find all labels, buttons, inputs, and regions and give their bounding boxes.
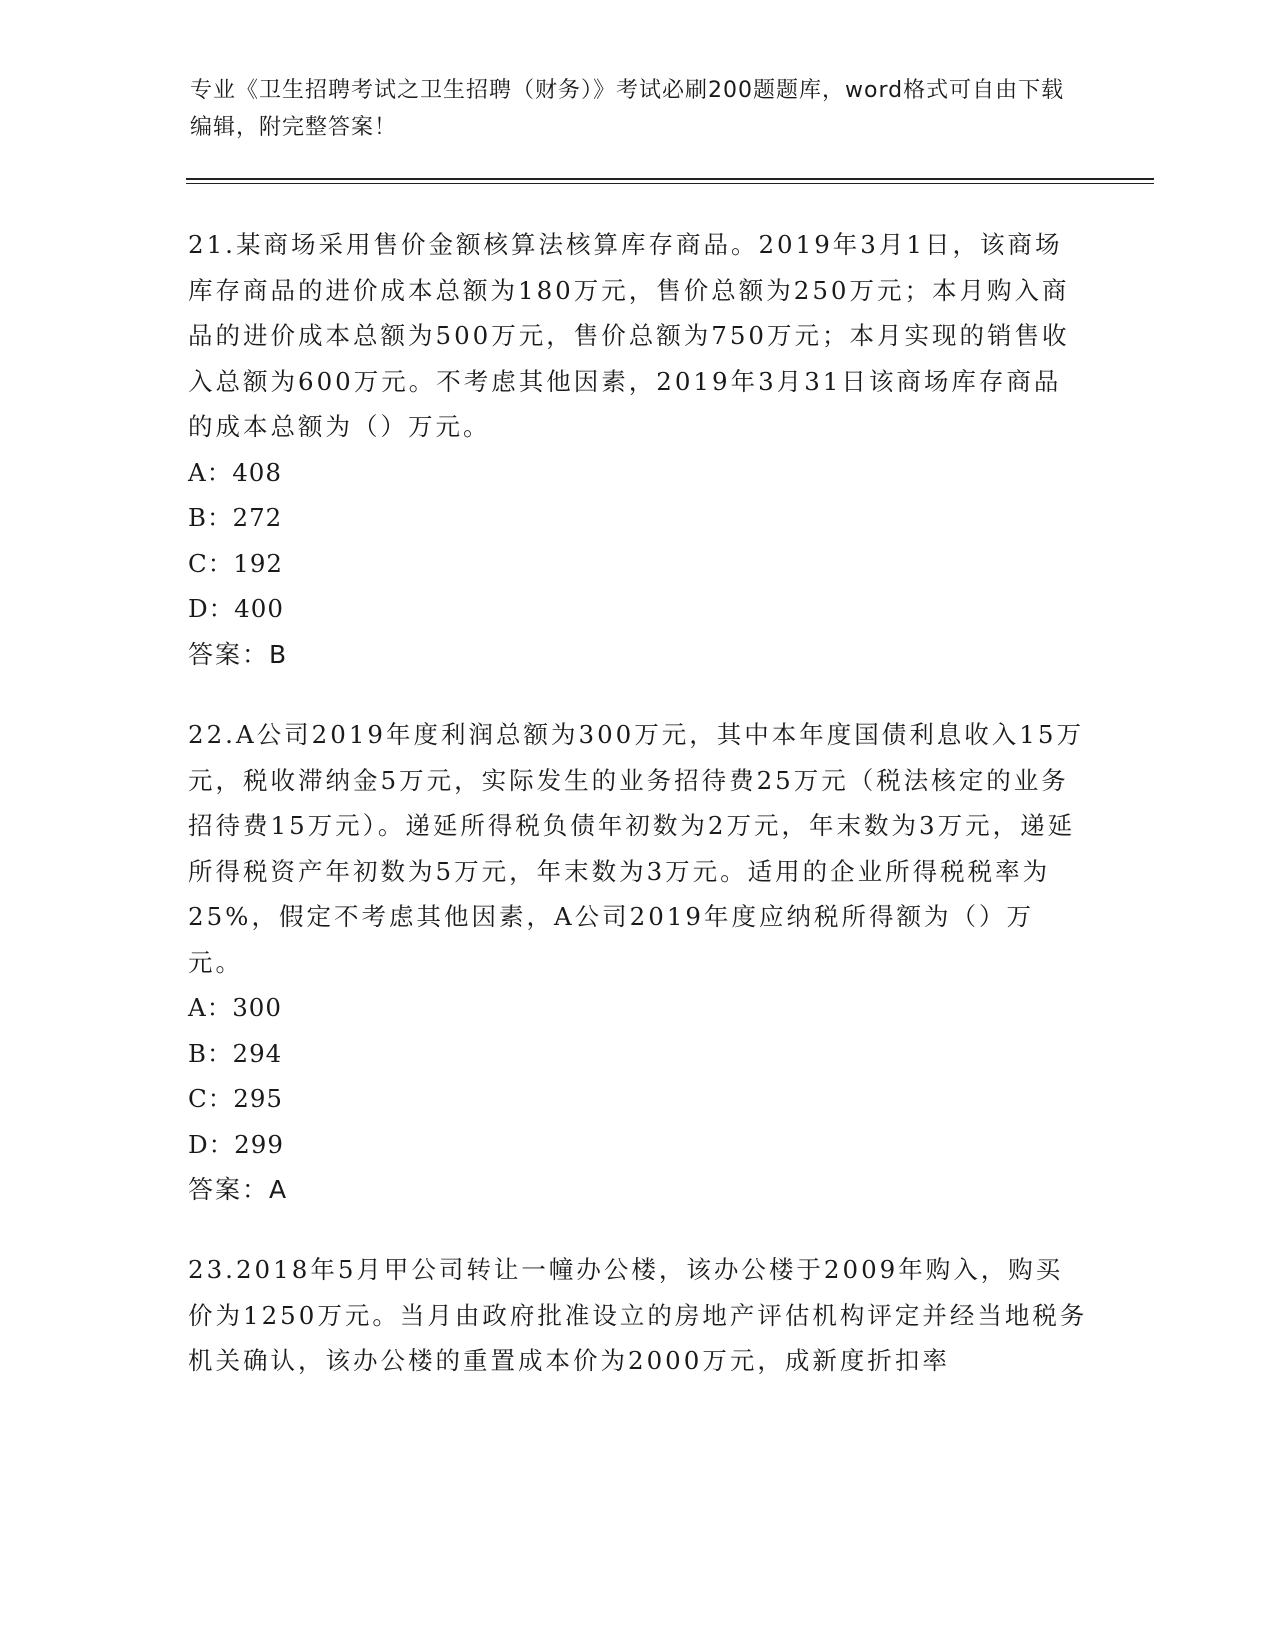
answer-label: 答案：B: [188, 639, 289, 669]
header-divider-thin: [186, 183, 1154, 184]
question-23: [188, 1247, 1088, 1384]
question-stem: 22.A公司2019年度利润总额为300万元，其中本年度国债利息收入15万元，税收滞纳金5万元，实际发生的业务招待费25万元（税法核定的业务招待费15万元）。递延所得税负债年初数为2万元，年末数为3万元，递延所得税资产年初数为5万元，年末数为3万元。适用的企业所得税税率为25%，假定不考虑其他因素，A公司2019年度应纳税所得额为（）万元。: [188, 720, 1084, 977]
option-d: D：299: [188, 1129, 284, 1159]
header-divider-thick: [186, 178, 1154, 180]
option-d: D：400: [188, 594, 284, 623]
option-a: A：408: [188, 457, 282, 487]
question-21: [188, 222, 1088, 677]
question-22: [188, 712, 1088, 1213]
option-b: B：272: [188, 503, 283, 532]
document-header: 专业《卫生招聘考试之卫生招聘（财务）》考试必刷200题题库，word格式可自由下载编辑，附完整答案！: [190, 78, 1065, 140]
question-stem: 23.2018年5月甲公司转让一幢办公楼，该办公楼于2009年购入，购买价为1250万元。当月由政府批准设立的房地产评估机构评定并经当地税务机关确认，该办公楼的重置成本价为2000万元，成新度折扣率: [188, 1255, 1088, 1375]
option-c: C：192: [188, 548, 284, 578]
answer-label: 答案：A: [188, 1175, 289, 1204]
question-stem: 21.某商场采用售价金额核算法核算库存商品。2019年3月1日，该商场库存商品的进价成本总额为180万元，售价总额为250万元；本月购入商品的进价成本总额为500万元，售价总额为750万元；本月实现的销售收入总额为600万元。不考虑其他因素，2019年3月31日该商场库存商品的成本总额为（）万元。: [188, 230, 1070, 441]
option-a: A：300: [188, 993, 282, 1022]
option-b: B：294: [188, 1038, 283, 1068]
option-c: C：295: [188, 1084, 284, 1113]
